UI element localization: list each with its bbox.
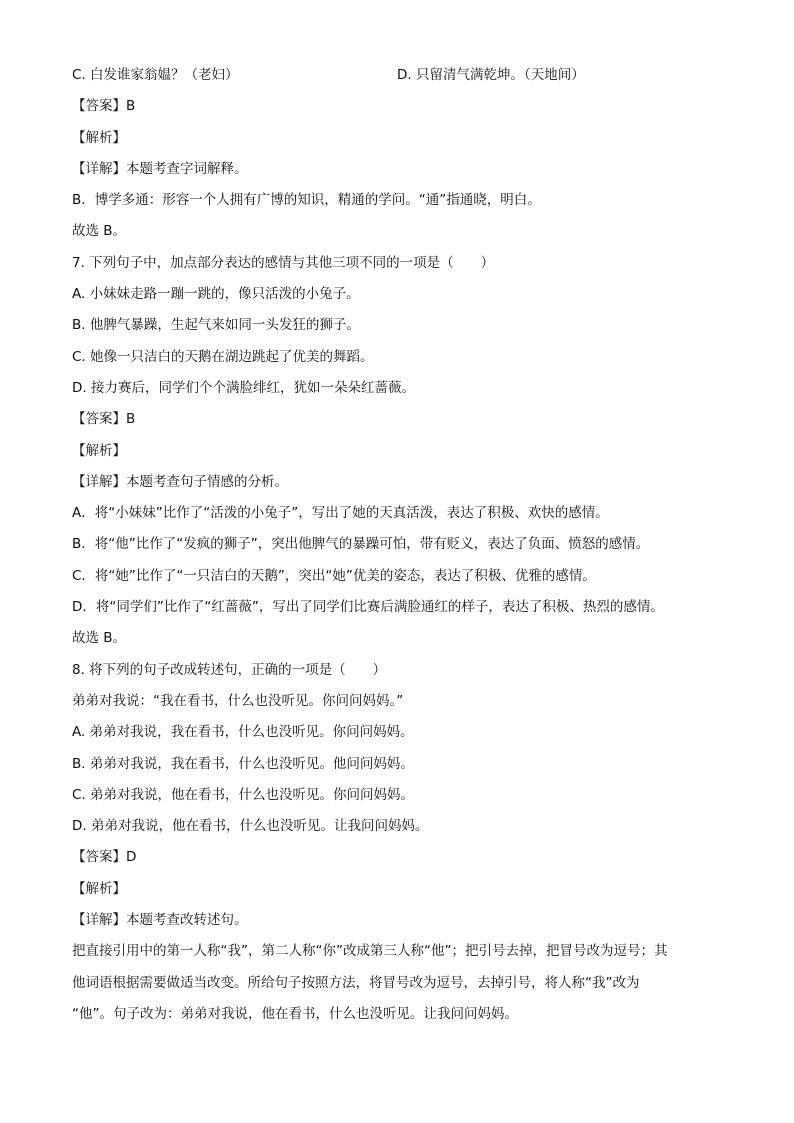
q6-answer: 【答案】B	[72, 98, 136, 115]
q8-option-d: D. 弟弟对我说，他在看书，什么也没听见。让我问问妈妈。	[72, 818, 429, 835]
q7-analysis-heading: 【解析】	[72, 442, 126, 459]
q7-question: 7. 下列句子中，加点部分表达的感情与其他三项不同的一项是（ ）	[72, 254, 495, 271]
q7-explanation-a: A．将“小妹妹”比作了“活泼的小兔子”，写出了她的天真活泼，表达了积极、欢快的感情。	[72, 505, 609, 522]
q7-option-b: B. 他脾气暴躁，生起气来如同一头发狂的狮子。	[72, 317, 360, 334]
q8-option-c: C. 弟弟对我说，他在看书，什么也没听见。你问问妈妈。	[72, 786, 415, 803]
q8-detail-heading: 【详解】本题考查改转述句。	[72, 912, 248, 929]
q8-explanation-line-1: 把直接引用中的第一人称“我”，第二人称“你”改成第三人称“他”；把引号去掉，把冒号改为逗号；其	[72, 943, 668, 960]
q8-option-b: B. 弟弟对我说，我在看书，什么也没听见。他问问妈妈。	[72, 755, 414, 772]
q7-explanation-b: B．将“他”比作了“发疯的狮子”，突出他脾气的暴躁可怕，带有贬义，表达了负面、愤怒的感情。	[72, 536, 650, 553]
q7-option-d: D. 接力赛后，同学们个个满脸绯红，犹如一朵朵红蔷薇。	[72, 379, 415, 396]
q7-explanation-c: C．将“她”比作了“一只洁白的天鹅”，突出“她”优美的姿态，表达了积极、优雅的感情。	[72, 567, 596, 584]
q7-option-a: A. 小妹妹走路一蹦一跳的，像只活泼的小兔子。	[72, 286, 360, 303]
q6-option-d: D. 只留清气满乾坤。（天地间）	[397, 67, 585, 83]
q7-answer: 【答案】B	[72, 411, 136, 428]
q6-options-row	[72, 60, 732, 91]
q8-explanation-line-2: 他词语根据需要做适当改变。所给句子按照方法，将冒号改为逗号，去掉引号，将人称“我”改为	[72, 974, 640, 991]
q8-question: 8. 将下列的句子改成转述句，正确的一项是（ ）	[72, 661, 387, 678]
q7-option-c: C. 她像一只洁白的天鹅在湖边跳起了优美的舞蹈。	[72, 348, 374, 365]
q7-detail-heading: 【详解】本题考查句子情感的分析。	[72, 473, 288, 490]
q8-explanation-line-3: “他”。句子改为：弟弟对我说，他在看书，什么也没听见。让我问问妈妈。	[72, 1005, 518, 1022]
q8-option-a: A. 弟弟对我说，我在看书，什么也没听见。你问问妈妈。	[72, 724, 414, 741]
q7-explanation-d: D．将“同学们”比作了“红蔷薇”，写出了同学们比赛后满脸通红的样子，表达了积极、热烈的感情。	[72, 599, 664, 616]
q8-analysis-heading: 【解析】	[72, 880, 126, 897]
document-page	[72, 60, 732, 1030]
q6-explanation-line: B．博学多通：形容一个人拥有广博的知识，精通的学问。“通”指通晓，明白。	[72, 192, 541, 209]
q8-answer: 【答案】D	[72, 849, 137, 866]
q7-conclusion: 故选 B。	[72, 630, 127, 647]
q6-option-c: C. 白发谁家翁媪？（老妇）	[72, 67, 239, 83]
q6-detail-heading: 【详解】本题考查字词解释。	[72, 160, 248, 177]
q6-analysis-heading: 【解析】	[72, 129, 126, 146]
q6-conclusion: 故选 B。	[72, 223, 127, 240]
q8-quote: 弟弟对我说：“我在看书，什么也没听见。你问问妈妈。”	[72, 692, 404, 709]
